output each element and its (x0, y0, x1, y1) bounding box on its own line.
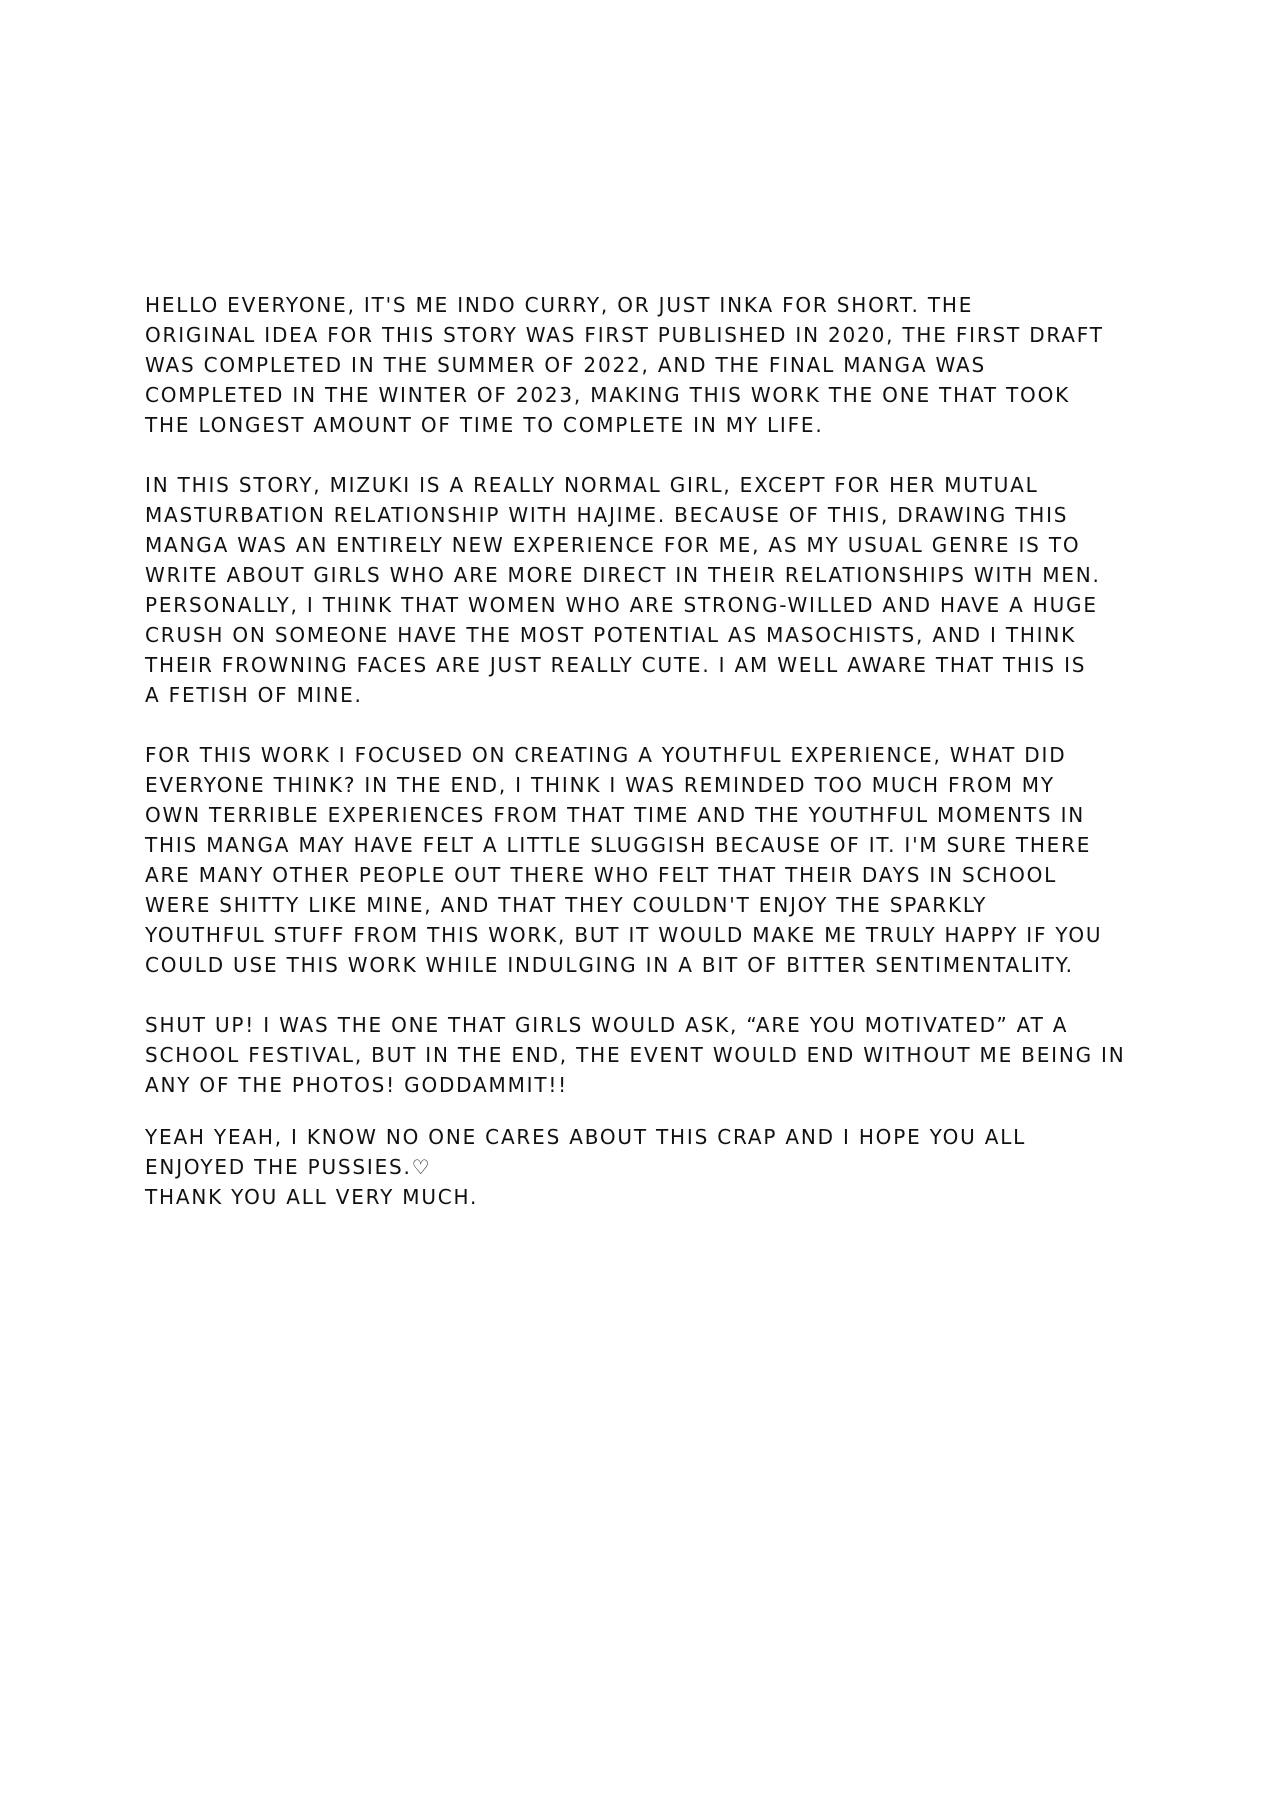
paragraph-intro: HELLO EVERYONE, IT'S ME INDO CURRY, OR JUST INKA FOR SHORT. THE ORIGINAL IDEA FOR THIS STORY WAS FIRST PUBLISHED IN 2020, THE FIRST DRAFT WAS COMPLETED IN THE SUMMER OF 2022, AND THE FINAL MANGA WAS COMPLETED IN THE WINTER OF 2023, MAKING THIS WORK THE ONE THAT TOOK THE LONGEST AMOUNT OF TIME TO COMPLETE IN MY LIFE. (145, 293, 1104, 437)
paragraph-closing: YEAH YEAH, I KNOW NO ONE CARES ABOUT THIS CRAP AND I HOPE YOU ALL ENJOYED THE PUSSIES.♡ THANK YOU ALL VERY MUCH. (145, 1125, 1027, 1209)
paragraph-story: IN THIS STORY, MIZUKI IS A REALLY NORMAL GIRL, EXCEPT FOR HER MUTUAL MASTURBATION RELATIONSHIP WITH HAJIME. BECAUSE OF THIS, DRAWING THIS MANGA WAS AN ENTIRELY NEW EXPERIENCE FOR ME, AS MY USUAL GENRE IS TO WRITE ABOUT GIRLS WHO ARE MORE DIRECT IN THEIR RELATIONSHIPS WITH MEN. PERSONALLY, I THINK THAT WOMEN WHO ARE STRONG-WILLED AND HAVE A HUGE CRUSH ON SOMEONE HAVE THE MOST POTENTIAL AS MASOCHISTS, AND I THINK THEIR FROWNING FACES ARE JUST REALLY CUTE. I AM WELL AWARE THAT THIS IS A FETISH OF MINE. (145, 473, 1101, 707)
paragraph-shut-up: SHUT UP! I WAS THE ONE THAT GIRLS WOULD ASK, “ARE YOU MOTIVATED” AT A SCHOOL FESTIVAL, BUT IN THE END, THE EVENT WOULD END WITHOUT ME BEING IN ANY OF THE PHOTOS! GODDAMMIT!! (145, 1013, 1126, 1097)
afterword-text (145, 290, 1165, 1242)
paragraph-youthful-experience: FOR THIS WORK I FOCUSED ON CREATING A YOUTHFUL EXPERIENCE, WHAT DID EVERYONE THINK? IN THE END, I THINK I WAS REMINDED TOO MUCH FROM MY OWN TERRIBLE EXPERIENCES FROM THAT TIME AND THE YOUTHFUL MOMENTS IN THIS MANGA MAY HAVE FELT A LITTLE SLUGGISH BECAUSE OF IT. I'M SURE THERE ARE MANY OTHER PEOPLE OUT THERE WHO FELT THAT THEIR DAYS IN SCHOOL WERE SHITTY LIKE MINE, AND THAT THEY COULDN'T ENJOY THE SPARKLY YOUTHFUL STUFF FROM THIS WORK, BUT IT WOULD MAKE ME TRULY HAPPY IF YOU COULD USE THIS WORK WHILE INDULGING IN A BIT OF BITTER SENTIMENTALITY. (145, 743, 1103, 977)
